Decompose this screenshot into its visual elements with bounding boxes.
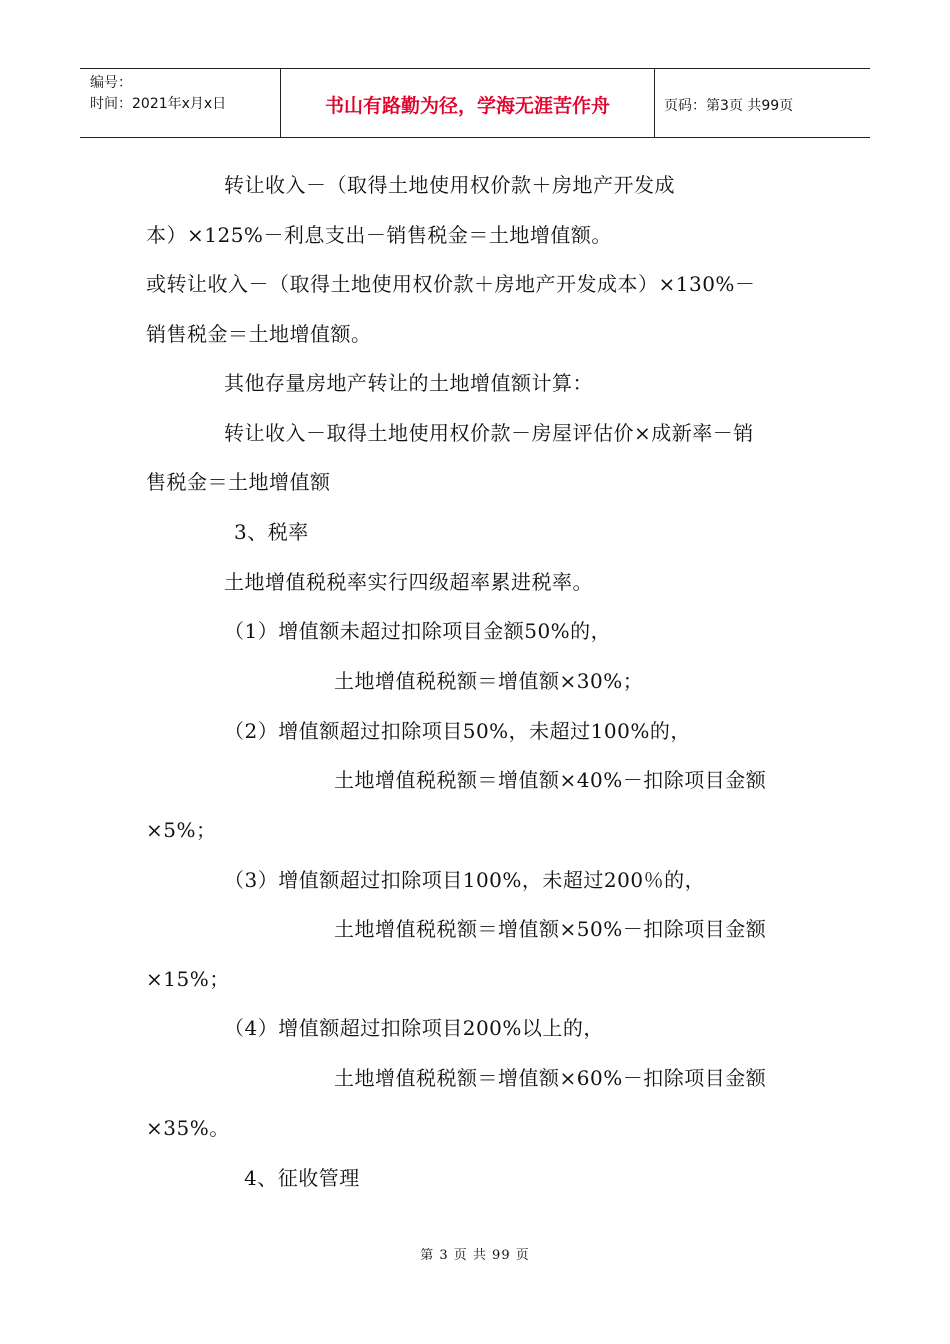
- body-line: 其他存量房地产转让的土地增值额计算：: [224, 371, 593, 395]
- section-heading: 3、税率: [234, 520, 309, 544]
- formula-line: 土地增值税税额＝增值额×50%－扣除项目金额: [334, 917, 767, 941]
- list-item: （3）增值额超过扣除项目100%，未超过200％的，: [224, 868, 706, 892]
- document-header: [80, 68, 870, 138]
- time-label: 时间：2021年x月x日: [90, 96, 227, 112]
- header-meta-cell: [80, 69, 280, 137]
- list-item: （1）增值额未超过扣除项目金额50%的，: [224, 619, 612, 643]
- formula-line: ×35%。: [146, 1116, 230, 1140]
- formula-line: ×5%；: [146, 818, 217, 842]
- page-number-label: 页码：第3页 共99页: [664, 98, 794, 114]
- body-line: 本）×125%－利息支出－销售税金＝土地增值额。: [146, 223, 612, 247]
- header-motto-cell: [280, 69, 655, 137]
- body-line: 转让收入－（取得土地使用权价款＋房地产开发成: [224, 173, 675, 197]
- body-line: 售税金＝土地增值额: [146, 470, 331, 494]
- page-footer: 第 3 页 共 99 页: [420, 1248, 530, 1263]
- body-line: 或转让收入－（取得土地使用权价款＋房地产开发成本）×130%－: [146, 272, 756, 296]
- formula-line: 土地增值税税额＝增值额×60%－扣除项目金额: [334, 1066, 767, 1090]
- body-line: 转让收入－取得土地使用权价款－房屋评估价×成新率－销: [224, 421, 754, 445]
- formula-line: 土地增值税税额＝增值额×40%－扣除项目金额: [334, 768, 767, 792]
- motto-text: 书山有路勤为径，学海无涯苦作舟: [324, 95, 610, 117]
- formula-line: ×15%；: [146, 967, 230, 991]
- list-item: （4）增值额超过扣除项目200%以上的，: [224, 1016, 604, 1040]
- list-item: （2）增值额超过扣除项目50%，未超过100%的，: [224, 719, 691, 743]
- body-line: 销售税金＝土地增值额。: [146, 322, 372, 346]
- body-line: 土地增值税税率实行四级超率累进税率。: [224, 570, 593, 594]
- formula-line: 土地增值税税额＝增值额×30%；: [334, 669, 644, 693]
- section-heading: 4、征收管理: [244, 1166, 360, 1190]
- header-page-cell: [654, 69, 870, 137]
- number-label: 编号：: [90, 75, 132, 91]
